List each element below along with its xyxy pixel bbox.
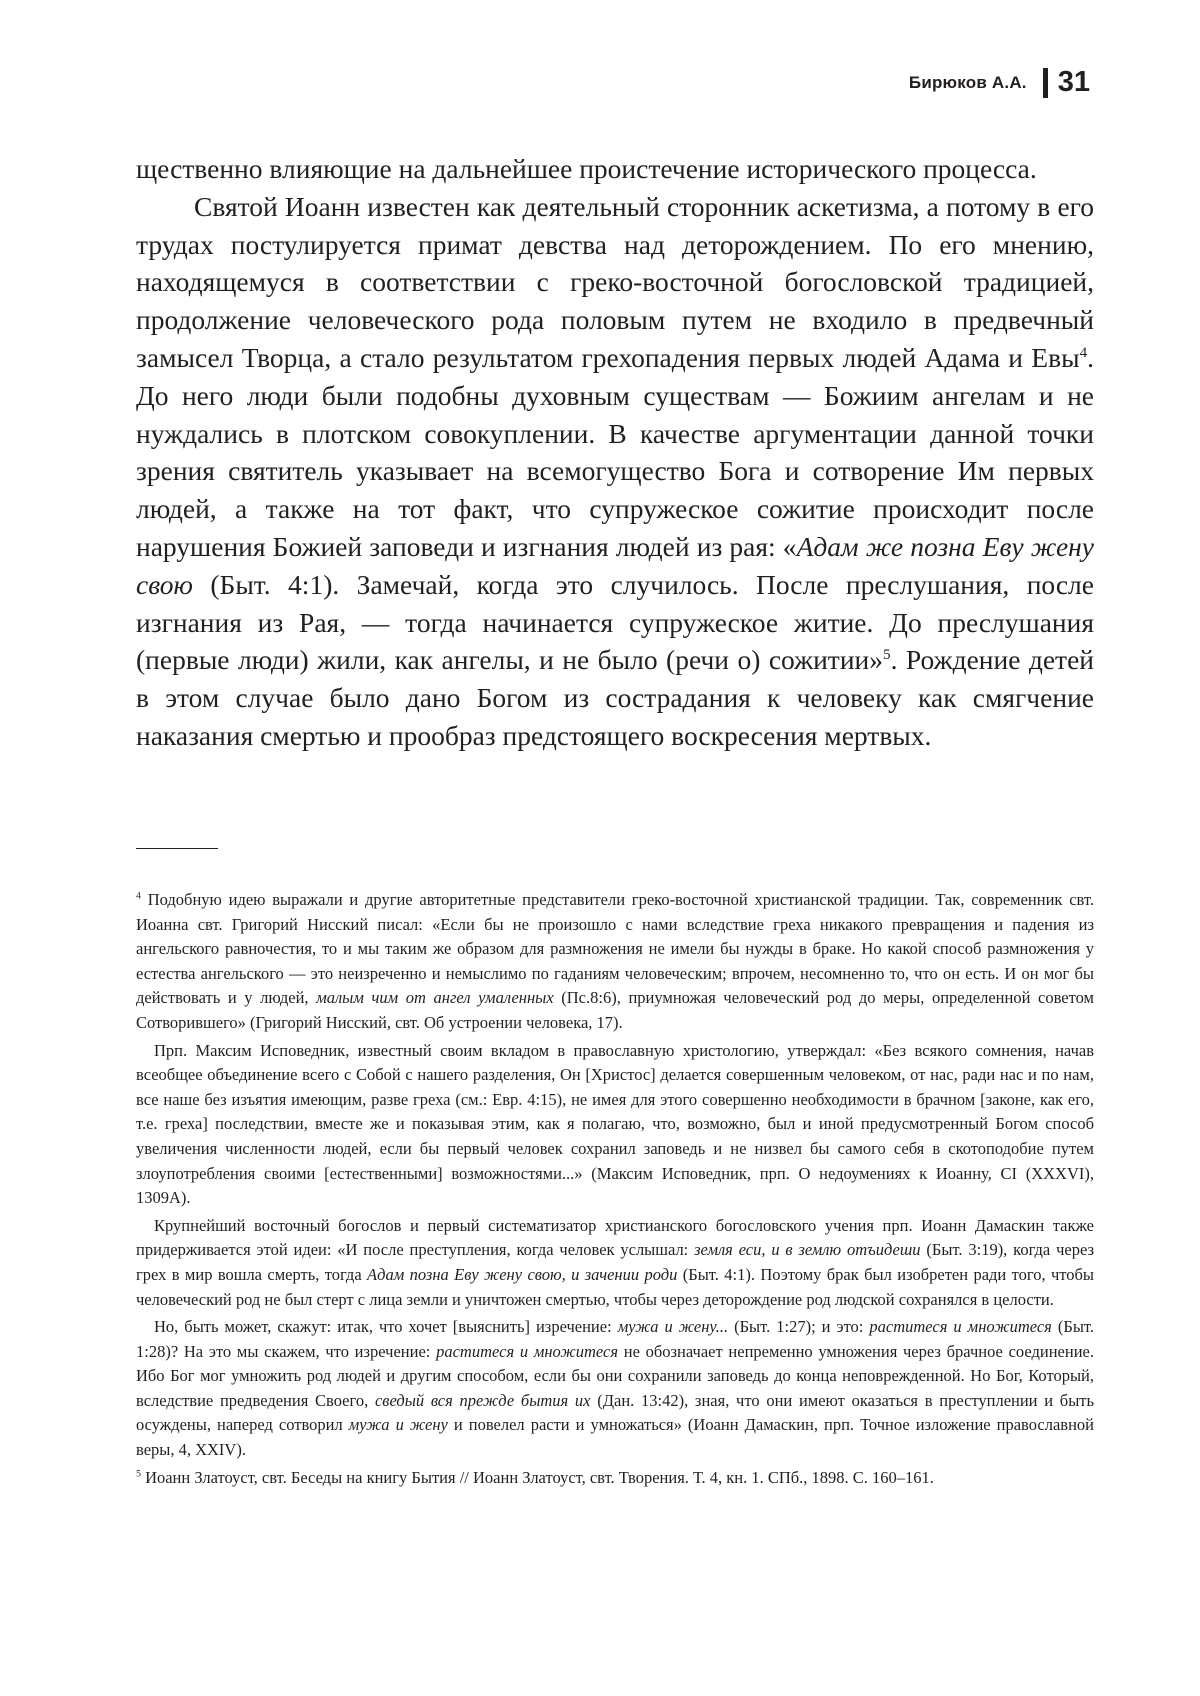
footnote-separator (136, 848, 218, 849)
page-number: 31 (1057, 66, 1090, 98)
footnote-4-paragraph-maximus: Прп. Максим Исповедник, известный своим вкладом в православную христологию, утверждал: «Без всякого сомнения, начав всеобщее объединение всего с Собой с нашего разделения, Он [Христос] делается совершенным человеком, от нас, ради нас и по нам, все наше без изъятия имеющим, разве греха (см.: Евр. 4:15), не имея для этого совершенно необходимости в брачном [законе, как его, т.е. греха] последствии, вместе же и показывая этим, как я полагаю, что, возможно, был и иной предусмотренный Богом способ увеличения численности людей, если бы первый человек сохранил заповедь и не низвел бы самого себя в скотоподобие путем злоупотребления своими [естественными] возможностями...» (Максим Исповедник, прп. О недоумениях к Иоанну, CI (XXXVI), 1309А). (136, 1040, 1094, 1208)
footnote-4: $^4$ Подобную идею выражали и другие авторитетные представители греко-восточной христианской традиции. Так, современник свт. Иоанна свт. Григорий Нисский писал: «Если бы не произошло с нами вследствие греха никакого превращения и падения из ангельского равночестия, то и мы таким же образом для размножения не имели бы нужды в браке. Но какой способ размножения у естества ангельского — это неизреченно и немыслимо по гаданиям человеческим; впрочем, несомненно то, что он есть. И он мог бы действовать и у людей, малым чим от ангел умаленных (Пс.8:6), приумножая человеческий род до меры, определенной советом Сотворившего» (Григорий Нисский, свт. Об устроении человека, 17). (136, 890, 1094, 1032)
footnote-5: $^5$ Иоанн Златоуст, свт. Беседы на книгу Бытия // Иоанн Златоуст, свт. Творения. Т. 4, кн. 1. СПб., 1898. С. 160–161. (136, 1467, 934, 1487)
footnote-5-number: 5 (136, 1468, 141, 1480)
footnote-ref-4: 4 (1079, 344, 1088, 361)
paragraph-ascetism: Святой Иоанн известен как деятельный сторонник аскетизма, а потому в его трудах постулируется примат девства над деторождением. По его мнению, находящемуся в соответствии с греко-восточной богословской традицией, продолжение человеческого рода половым путем не входило в предвечный замысел Творца, а стало результатом грехопадения первых людей Адама и Евы$^4$. До него люди были подобны духовным существам — Божиим ангелам и не нуждались в плотском совокуплении. В качестве аргументации данной точки зрения святитель указывает на всемогущество Бога и сотворение Им первых людей, а также на тот факт, что супружеское сожитие происходит после нарушения Божией заповеди и изгнания людей из рая: «Адам же позна Еву жену свою (Быт. 4:1). Замечай, когда это случилось. После преслушания, после изгнания из Рая, — тогда начинается супружеское житие. До преслушания (первые люди) жили, как ангелы, и не было (речи о) сожитии»$^5$. Рождение детей в этом случае было дано Богом из сострадания к человеку как смягчение наказания смертью и прообраз предстоящего воскресения мертвых. (136, 190, 1094, 751)
running-header-author: Бирюков А.А. (908, 72, 1027, 92)
footnotes (136, 888, 1094, 1493)
paragraph-continuation: щественно влияющие на дальнейшее проистечение исторического процесса. (136, 153, 1037, 184)
header-divider-bar (1043, 68, 1048, 98)
main-text (136, 150, 1094, 755)
scripture-quote: Адам же позна Еву жену свою (136, 530, 1094, 600)
footnote-4-paragraph-damascene-cont: Но, быть может, скажут: итак, что хочет [выяснить] изречение: мужа и жену... (Быт. 1:27); и это: раститеся и множитеся (Быт. 1:28)? На это мы скажем, что изречение: раститеся и множитеся не обозначает непременно умножения через брачное соединение. Ибо Бог мог умножить род людей и другим способом, если бы они сохранили заповедь до конца неповрежденной. Но Бог, Который, вследствие предведения Своего, сведый вся прежде бытия их (Дан. 13:42), зная, что они имеют оказаться в преступлении и быть осуждены, наперед сотворил мужа и жену и повелел расти и умножаться» (Иоанн Дамаскин, прп. Точное изложение православной веры, 4, XXIV). (136, 1317, 1095, 1460)
footnote-4-paragraph-damascene: Крупнейший восточный богослов и первый систематизатор христианского богословского учения прп. Иоанн Дамаскин также придерживается этой идеи: «И после преступления, когда человек услышал: земля еси, и в землю отъидеши (Быт. 3:19), когда через грех в мир вошла смерть, тогда Адам позна Еву жену свою, и зачении роди (Быт. 4:1). Поэтому брак был изобретен ради того, чтобы человеческий род не был стерт с лица земли и уничтожен смертью, чтобы через деторождение род людской сохранялся в целости. (136, 1215, 1094, 1309)
running-header (909, 66, 1090, 99)
footnote-ref-5: 5 (883, 647, 891, 664)
footnote-4-number: 4 (136, 890, 141, 902)
